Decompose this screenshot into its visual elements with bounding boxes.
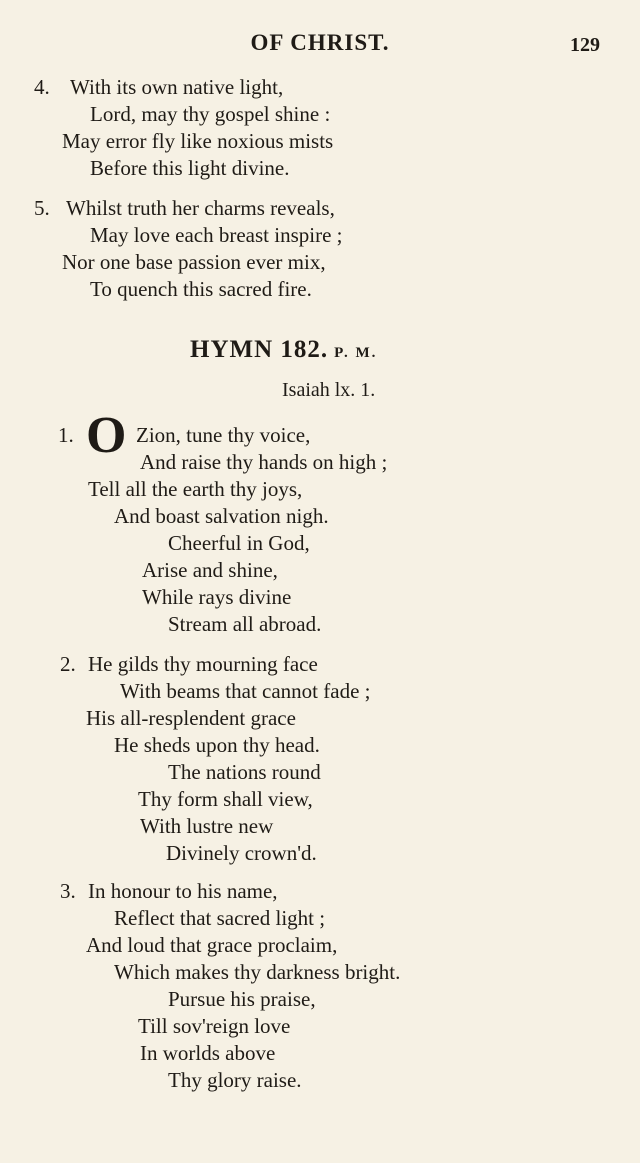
verse-line: And loud that grace proclaim, xyxy=(86,933,338,957)
hymn-number: HYMN 182. xyxy=(190,336,329,363)
verse-number: 3. xyxy=(60,879,76,903)
scripture-reference: Isaiah lx. 1. xyxy=(282,379,376,401)
verse-number: 5. xyxy=(34,196,50,220)
verse-line: Stream all abroad. xyxy=(168,612,322,636)
verse-line: May error fly like noxious mists xyxy=(62,129,334,153)
verse-line: Arise and shine, xyxy=(142,558,278,582)
verse-line: Cheerful in God, xyxy=(168,531,310,555)
page-number: 129 xyxy=(570,34,600,56)
verse-line: May love each breast inspire ; xyxy=(90,223,343,247)
verse-line: Before this light divine. xyxy=(90,156,290,180)
verse-number: 1. xyxy=(58,423,74,447)
verse-line: With beams that cannot fade ; xyxy=(120,679,371,703)
verse-line: To quench this sacred fire. xyxy=(90,277,312,301)
verse-line: Whilst truth her charms reveals, xyxy=(66,196,335,220)
verse-number: 4. xyxy=(34,75,50,99)
verse-line: Till sov'reign love xyxy=(138,1014,291,1038)
verse-line: In honour to his name, xyxy=(88,879,278,903)
drop-cap: O xyxy=(86,407,127,464)
verse-line: Thy form shall view, xyxy=(138,787,313,811)
verse-line: Divinely crown'd. xyxy=(166,841,317,865)
verse-line: Pursue his praise, xyxy=(168,987,316,1011)
verse-line: Zion, tune thy voice, xyxy=(136,423,311,447)
verse-line: Thy glory raise. xyxy=(168,1068,302,1092)
verse-line: Tell all the earth thy joys, xyxy=(88,477,303,501)
hymn-title xyxy=(190,336,377,364)
verse-number: 2. xyxy=(60,652,76,676)
verse-line: With lustre new xyxy=(140,814,274,838)
verse-line: With its own native light, xyxy=(70,75,284,99)
verse-line: He sheds upon thy head. xyxy=(114,733,320,757)
running-title: OF CHRIST. xyxy=(250,30,390,55)
verse-line: Lord, may thy gospel shine : xyxy=(90,102,331,126)
verse-line: Reflect that sacred light ; xyxy=(114,906,326,930)
verse-line: Nor one base passion ever mix, xyxy=(62,250,326,274)
verse-line: The nations round xyxy=(168,760,321,784)
verse-line: He gilds thy mourning face xyxy=(88,652,318,676)
verse-line: Which makes thy darkness bright. xyxy=(114,960,401,984)
verse-line: His all-resplendent grace xyxy=(86,706,296,730)
verse-line: And raise thy hands on high ; xyxy=(140,450,388,474)
verse-line: In worlds above xyxy=(140,1041,276,1065)
verse-line: While rays divine xyxy=(142,585,292,609)
hymn-meter: P. M. xyxy=(334,345,378,361)
verse-line: And boast salvation nigh. xyxy=(114,504,329,528)
